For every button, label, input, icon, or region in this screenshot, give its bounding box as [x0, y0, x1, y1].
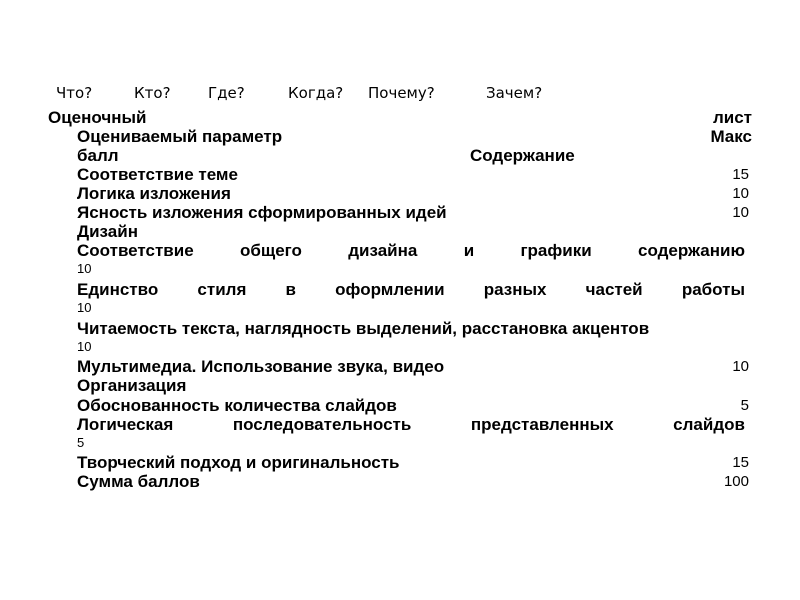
criterion-score: 5: [77, 435, 85, 450]
total-label: Сумма баллов: [77, 472, 200, 491]
word: частей: [585, 280, 643, 299]
criterion-row-justified: [77, 280, 745, 300]
criterion-row: [77, 203, 749, 223]
word: стиля: [197, 280, 247, 299]
criterion-label: Соответствие теме: [77, 165, 238, 184]
section-design: Дизайн: [77, 222, 138, 241]
total-score: 100: [723, 473, 749, 490]
criterion-score: 10: [77, 261, 92, 276]
header-max: Макс: [710, 127, 752, 146]
criterion-row-justified: [77, 241, 745, 261]
word: Единство: [77, 280, 159, 299]
criterion-row: [77, 184, 749, 204]
word: Соответствие: [77, 241, 194, 260]
questions-line: [56, 84, 596, 106]
question-why: Почему?: [368, 84, 435, 102]
word: слайдов: [673, 415, 745, 434]
criterion-score: 10: [77, 300, 92, 315]
criterion-score: 15: [732, 454, 749, 471]
word: представленных: [470, 415, 614, 434]
criterion-label: Творческий подход и оригинальность: [77, 453, 400, 472]
word: и: [463, 241, 475, 260]
criterion-row: [77, 453, 749, 473]
word: дизайна: [348, 241, 418, 260]
question-where: Где?: [208, 84, 245, 102]
criterion-score: 10: [732, 185, 749, 202]
question-when: Когда?: [288, 84, 344, 102]
header-param: Оцениваемый параметр: [77, 127, 283, 146]
word: оформлении: [335, 280, 445, 299]
header-content: Содержание: [470, 146, 575, 165]
title-right: лист: [712, 108, 752, 127]
question-who: Кто?: [134, 84, 171, 102]
criterion-label: Обоснованность количества слайдов: [77, 396, 397, 415]
word: Логическая: [77, 415, 174, 434]
criterion-label: Логика изложения: [77, 184, 231, 203]
criterion-label: Ясность изложения сформированных идей: [77, 203, 447, 222]
word: графики: [520, 241, 592, 260]
word: последовательность: [232, 415, 412, 434]
criterion-score: 15: [732, 166, 749, 183]
criterion-row-justified: [77, 415, 745, 435]
title-left: Оценочный: [48, 108, 147, 127]
criterion-score: 10: [732, 358, 749, 375]
criterion-row: [77, 357, 749, 377]
criterion-score: 5: [740, 397, 749, 414]
header-ball: балл: [77, 146, 119, 165]
question-what-for: Зачем?: [486, 84, 543, 102]
total-row: [77, 472, 749, 492]
word: содержанию: [638, 241, 745, 260]
question-what: Что?: [56, 84, 93, 102]
criterion-score: 10: [77, 339, 92, 354]
word: работы: [681, 280, 745, 299]
criterion-score: 10: [732, 204, 749, 221]
word: разных: [483, 280, 547, 299]
word: общего: [239, 241, 302, 260]
criterion-row: [77, 165, 749, 185]
criterion-label: Читаемость текста, наглядность выделений, расстановка акцентов: [77, 319, 650, 338]
section-organization: Организация: [77, 376, 187, 395]
criterion-label: Мультимедиа. Использование звука, видео: [77, 357, 445, 376]
criterion-row: [77, 396, 749, 416]
word: в: [285, 280, 296, 299]
